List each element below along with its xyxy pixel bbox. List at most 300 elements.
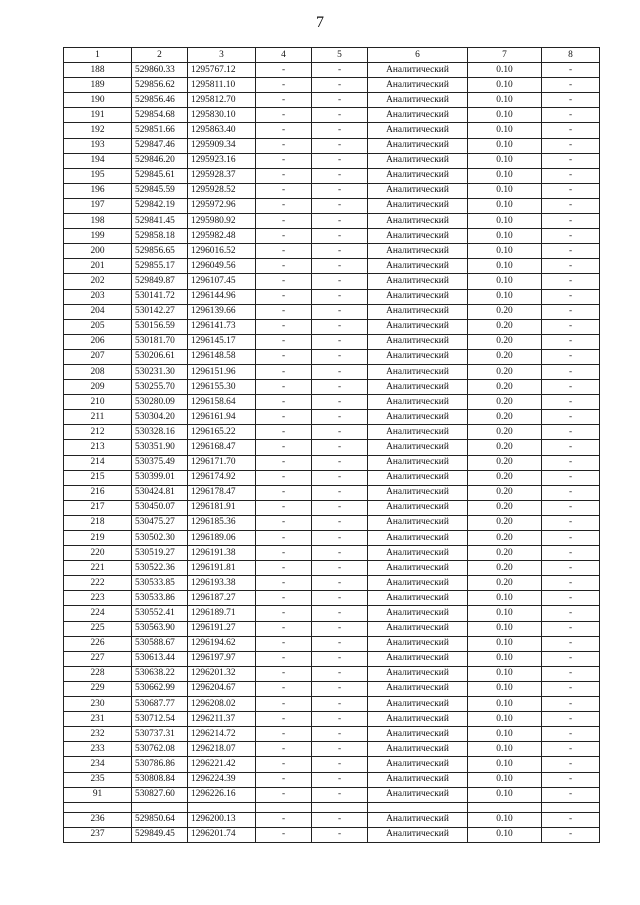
- table-cell: -: [256, 153, 312, 168]
- table-cell: 0.20: [468, 531, 542, 546]
- table-cell: 529850.64: [132, 812, 188, 827]
- table-cell: 0.10: [468, 168, 542, 183]
- table-cell: -: [542, 78, 600, 93]
- table-cell: -: [256, 78, 312, 93]
- table-cell: 530737.31: [132, 727, 188, 742]
- table-cell: 1295767.12: [188, 63, 256, 78]
- table-cell: 530328.16: [132, 425, 188, 440]
- table-cell: 530450.07: [132, 500, 188, 515]
- table-cell: -: [256, 681, 312, 696]
- table-cell: 0.10: [468, 214, 542, 229]
- table-cell: Аналитический: [368, 274, 468, 289]
- table-cell: -: [542, 666, 600, 681]
- table-cell: -: [542, 304, 600, 319]
- table-cell: -: [542, 229, 600, 244]
- table-cell: Аналитический: [368, 364, 468, 379]
- table-cell: 529855.17: [132, 259, 188, 274]
- table-cell: -: [542, 827, 600, 842]
- table-row: [64, 319, 600, 334]
- table-cell: 0.10: [468, 712, 542, 727]
- table-cell: 0.20: [468, 395, 542, 410]
- table-cell: -: [312, 364, 368, 379]
- table-row: [64, 108, 600, 123]
- table-cell: 208: [64, 364, 132, 379]
- table-cell: 233: [64, 742, 132, 757]
- table-cell: -: [312, 470, 368, 485]
- table-row: [64, 666, 600, 681]
- table-cell: Аналитический: [368, 576, 468, 591]
- column-header: 2: [132, 48, 188, 63]
- table-row: [64, 259, 600, 274]
- table-cell: 530280.09: [132, 395, 188, 410]
- table-cell: -: [542, 681, 600, 696]
- table-cell: Аналитический: [368, 153, 468, 168]
- table-cell: -: [256, 183, 312, 198]
- table-cell: Аналитический: [368, 500, 468, 515]
- table-cell: 1296208.02: [188, 697, 256, 712]
- table-cell: -: [312, 742, 368, 757]
- table-cell: 0.10: [468, 93, 542, 108]
- table-cell: 1296161.94: [188, 410, 256, 425]
- table-cell: -: [312, 259, 368, 274]
- table-cell: Аналитический: [368, 123, 468, 138]
- table-cell: -: [256, 757, 312, 772]
- table-cell: 0.10: [468, 772, 542, 787]
- table-cell: 1296187.27: [188, 591, 256, 606]
- table-row: [64, 183, 600, 198]
- table-row: [64, 561, 600, 576]
- table-cell: -: [312, 757, 368, 772]
- table-cell: 207: [64, 349, 132, 364]
- table-cell: -: [542, 636, 600, 651]
- table-cell: 237: [64, 827, 132, 842]
- table-cell: 215: [64, 470, 132, 485]
- table-cell: 0.10: [468, 153, 542, 168]
- table-cell: 194: [64, 153, 132, 168]
- table-cell: Аналитический: [368, 289, 468, 304]
- table-cell: -: [542, 319, 600, 334]
- table-cell: 1296193.38: [188, 576, 256, 591]
- table-cell: 201: [64, 259, 132, 274]
- table-row: [64, 63, 600, 78]
- table-cell: 0.20: [468, 576, 542, 591]
- table-cell: 1296144.96: [188, 289, 256, 304]
- table-cell: 0.10: [468, 681, 542, 696]
- table-cell: 0.20: [468, 561, 542, 576]
- table-cell: Аналитический: [368, 812, 468, 827]
- table-cell: 0.10: [468, 244, 542, 259]
- table-cell: -: [312, 606, 368, 621]
- table-cell: -: [256, 576, 312, 591]
- table-cell: -: [542, 561, 600, 576]
- table-cell: Аналитический: [368, 63, 468, 78]
- table-cell: -: [256, 712, 312, 727]
- table-cell: -: [256, 787, 312, 802]
- table-cell: 529842.19: [132, 198, 188, 213]
- column-header: 8: [542, 48, 600, 63]
- table-cell: -: [256, 259, 312, 274]
- table-cell: 530399.01: [132, 470, 188, 485]
- table-cell: -: [256, 274, 312, 289]
- table-cell: 1296201.74: [188, 827, 256, 842]
- table-cell: 0.10: [468, 108, 542, 123]
- table-cell: -: [256, 500, 312, 515]
- table-cell: Аналитический: [368, 531, 468, 546]
- table-cell: -: [542, 455, 600, 470]
- table-cell: 1295928.52: [188, 183, 256, 198]
- table-cell: 1295980.92: [188, 214, 256, 229]
- table-cell: 529854.68: [132, 108, 188, 123]
- table-cell: 1295830.10: [188, 108, 256, 123]
- table-cell: -: [312, 198, 368, 213]
- table-cell: Аналитический: [368, 712, 468, 727]
- table-cell: 217: [64, 500, 132, 515]
- table-cell: 1296189.71: [188, 606, 256, 621]
- table-row: [64, 229, 600, 244]
- table-cell: 1296107.45: [188, 274, 256, 289]
- table-cell: -: [312, 63, 368, 78]
- table-row: [64, 681, 600, 696]
- table-row: [64, 244, 600, 259]
- table-cell: -: [256, 827, 312, 842]
- table-cell: 1296148.58: [188, 349, 256, 364]
- table-cell: 0.20: [468, 546, 542, 561]
- table-row: [64, 727, 600, 742]
- table-cell: -: [256, 666, 312, 681]
- table-row: [64, 214, 600, 229]
- table-row: [64, 274, 600, 289]
- table-cell: 1295928.37: [188, 168, 256, 183]
- table-cell: 529858.18: [132, 229, 188, 244]
- table-cell: -: [312, 395, 368, 410]
- coordinates-table: [63, 47, 600, 843]
- table-cell: -: [312, 485, 368, 500]
- table-cell: -: [256, 93, 312, 108]
- table-cell: 0.10: [468, 198, 542, 213]
- table-row: [64, 531, 600, 546]
- table-cell: -: [542, 123, 600, 138]
- table-cell: 1296174.92: [188, 470, 256, 485]
- table-cell: -: [542, 651, 600, 666]
- table-cell: Аналитический: [368, 827, 468, 842]
- table-cell: -: [542, 812, 600, 827]
- table-cell: -: [256, 455, 312, 470]
- table-row: [64, 93, 600, 108]
- table-cell: Аналитический: [368, 425, 468, 440]
- table-cell: 0.10: [468, 274, 542, 289]
- table-row: [64, 606, 600, 621]
- table-cell: 1295812.70: [188, 93, 256, 108]
- column-header: 4: [256, 48, 312, 63]
- table-cell: -: [256, 546, 312, 561]
- table-cell: 1296171.70: [188, 455, 256, 470]
- table-cell: 0.20: [468, 349, 542, 364]
- table-cell: 0.10: [468, 787, 542, 802]
- table-row: [64, 153, 600, 168]
- table-cell: 192: [64, 123, 132, 138]
- table-cell: -: [312, 183, 368, 198]
- table-cell: 235: [64, 772, 132, 787]
- table-cell: 530588.67: [132, 636, 188, 651]
- table-cell: Аналитический: [368, 440, 468, 455]
- table-row: [64, 515, 600, 530]
- table-cell: 236: [64, 812, 132, 827]
- table-cell: 0.20: [468, 334, 542, 349]
- table-cell: -: [312, 78, 368, 93]
- table-row: [64, 410, 600, 425]
- table-row: [64, 198, 600, 213]
- table-cell: -: [542, 606, 600, 621]
- table-cell: -: [256, 410, 312, 425]
- table-cell: 530351.90: [132, 440, 188, 455]
- table-row: [64, 395, 600, 410]
- table-cell: 195: [64, 168, 132, 183]
- table-cell: 1296168.47: [188, 440, 256, 455]
- table-cell: Аналитический: [368, 666, 468, 681]
- table-cell: 1296226.16: [188, 787, 256, 802]
- table-cell: [368, 802, 468, 812]
- table-cell: Аналитический: [368, 78, 468, 93]
- table-cell: Аналитический: [368, 621, 468, 636]
- table-row: [64, 470, 600, 485]
- table-cell: 205: [64, 319, 132, 334]
- table-cell: -: [312, 214, 368, 229]
- table-cell: -: [542, 470, 600, 485]
- table-cell: 1296197.97: [188, 651, 256, 666]
- table-cell: 0.10: [468, 621, 542, 636]
- table-cell: 530424.81: [132, 485, 188, 500]
- table-row: [64, 827, 600, 842]
- table-cell: -: [312, 440, 368, 455]
- table-cell: 530304.20: [132, 410, 188, 425]
- table-cell: 1296181.91: [188, 500, 256, 515]
- table-cell: 212: [64, 425, 132, 440]
- table-cell: Аналитический: [368, 410, 468, 425]
- table-cell: -: [312, 274, 368, 289]
- table-cell: 1295811.10: [188, 78, 256, 93]
- table-cell: Аналитический: [368, 470, 468, 485]
- table-cell: Аналитический: [368, 349, 468, 364]
- table-cell: 1296189.06: [188, 531, 256, 546]
- table-cell: -: [312, 651, 368, 666]
- table-cell: -: [542, 772, 600, 787]
- table-cell: 1296218.07: [188, 742, 256, 757]
- table-cell: Аналитический: [368, 772, 468, 787]
- table-cell: Аналитический: [368, 138, 468, 153]
- table-cell: 529856.46: [132, 93, 188, 108]
- table-cell: Аналитический: [368, 380, 468, 395]
- table-cell: -: [256, 395, 312, 410]
- table-row: [64, 772, 600, 787]
- table-cell: 189: [64, 78, 132, 93]
- table-cell: -: [312, 515, 368, 530]
- table-cell: 1296211.37: [188, 712, 256, 727]
- table-cell: -: [256, 485, 312, 500]
- table-cell: -: [256, 380, 312, 395]
- table-cell: 1296151.96: [188, 364, 256, 379]
- table-cell: -: [542, 153, 600, 168]
- table-cell: 529847.46: [132, 138, 188, 153]
- table-cell: Аналитический: [368, 546, 468, 561]
- table-cell: -: [312, 812, 368, 827]
- table-cell: 200: [64, 244, 132, 259]
- table-cell: -: [542, 500, 600, 515]
- table-cell: 218: [64, 515, 132, 530]
- table-cell: -: [256, 304, 312, 319]
- table-cell: 1296139.66: [188, 304, 256, 319]
- table-cell: -: [312, 455, 368, 470]
- table-cell: 530142.27: [132, 304, 188, 319]
- table-cell: -: [256, 319, 312, 334]
- table-cell: 0.20: [468, 500, 542, 515]
- header-row: [64, 48, 600, 63]
- table-cell: 0.10: [468, 727, 542, 742]
- table-cell: 188: [64, 63, 132, 78]
- table-cell: Аналитический: [368, 168, 468, 183]
- table-cell: 530762.08: [132, 742, 188, 757]
- table-row: [64, 697, 600, 712]
- table-cell: 227: [64, 651, 132, 666]
- table-cell: -: [542, 380, 600, 395]
- table-cell: 529851.66: [132, 123, 188, 138]
- table-cell: -: [312, 712, 368, 727]
- table-cell: Аналитический: [368, 229, 468, 244]
- table-cell: 529845.61: [132, 168, 188, 183]
- table-cell: 1296194.62: [188, 636, 256, 651]
- table-cell: Аналитический: [368, 183, 468, 198]
- table-cell: -: [256, 214, 312, 229]
- table-cell: 209: [64, 380, 132, 395]
- table-cell: -: [542, 395, 600, 410]
- table-cell: -: [542, 485, 600, 500]
- table-cell: 199: [64, 229, 132, 244]
- table-cell: -: [542, 712, 600, 727]
- table-cell: 0.10: [468, 812, 542, 827]
- table-cell: -: [312, 425, 368, 440]
- table-cell: 219: [64, 531, 132, 546]
- table-cell: 0.10: [468, 697, 542, 712]
- table-cell: 1296201.32: [188, 666, 256, 681]
- table-row: [64, 812, 600, 827]
- table-cell: 204: [64, 304, 132, 319]
- table-row: [64, 757, 600, 772]
- table-cell: 1296158.64: [188, 395, 256, 410]
- table-row: [64, 485, 600, 500]
- table-cell: 529841.45: [132, 214, 188, 229]
- table-cell: 1296221.42: [188, 757, 256, 772]
- table-cell: Аналитический: [368, 93, 468, 108]
- table-row: [64, 621, 600, 636]
- table-cell: -: [256, 772, 312, 787]
- table-row: [64, 546, 600, 561]
- table-cell: -: [312, 561, 368, 576]
- table-cell: 530181.70: [132, 334, 188, 349]
- table-cell: 230: [64, 697, 132, 712]
- table-cell: 529845.59: [132, 183, 188, 198]
- table-cell: 1296155.30: [188, 380, 256, 395]
- table-row: [64, 138, 600, 153]
- table-cell: -: [312, 666, 368, 681]
- table-cell: Аналитический: [368, 108, 468, 123]
- table-cell: 530231.30: [132, 364, 188, 379]
- table-cell: 0.10: [468, 259, 542, 274]
- table-cell: 91: [64, 787, 132, 802]
- table-cell: 1296191.38: [188, 546, 256, 561]
- table-cell: 1295863.40: [188, 123, 256, 138]
- table-cell: -: [312, 289, 368, 304]
- table-cell: 1296214.72: [188, 727, 256, 742]
- table-cell: -: [312, 380, 368, 395]
- table-row: [64, 576, 600, 591]
- table-cell: 234: [64, 757, 132, 772]
- table-cell: Аналитический: [368, 334, 468, 349]
- table-row: [64, 168, 600, 183]
- table-row: [64, 455, 600, 470]
- table-cell: 1296145.17: [188, 334, 256, 349]
- table-cell: 1296191.27: [188, 621, 256, 636]
- table-cell: Аналитический: [368, 515, 468, 530]
- table-row: [64, 425, 600, 440]
- table-cell: -: [256, 561, 312, 576]
- table-cell: -: [312, 123, 368, 138]
- table-cell: -: [312, 500, 368, 515]
- table-cell: 530475.27: [132, 515, 188, 530]
- table-cell: 1296141.73: [188, 319, 256, 334]
- table-cell: 196: [64, 183, 132, 198]
- table-cell: 530638.22: [132, 666, 188, 681]
- table-row: [64, 712, 600, 727]
- table-cell: 530156.59: [132, 319, 188, 334]
- table-cell: -: [256, 591, 312, 606]
- table-cell: 530563.90: [132, 621, 188, 636]
- table-cell: 221: [64, 561, 132, 576]
- table-cell: 530786.86: [132, 757, 188, 772]
- table-cell: [256, 802, 312, 812]
- table-cell: 530662.99: [132, 681, 188, 696]
- table-cell: -: [256, 244, 312, 259]
- table-cell: Аналитический: [368, 727, 468, 742]
- table-cell: -: [256, 138, 312, 153]
- table-cell: 231: [64, 712, 132, 727]
- table-cell: Аналитический: [368, 244, 468, 259]
- table-cell: -: [312, 772, 368, 787]
- table-cell: 211: [64, 410, 132, 425]
- table-row: [64, 78, 600, 93]
- table-cell: Аналитический: [368, 561, 468, 576]
- table-cell: -: [256, 515, 312, 530]
- table-cell: -: [312, 138, 368, 153]
- table-cell: 0.10: [468, 183, 542, 198]
- table-cell: 197: [64, 198, 132, 213]
- table-cell: -: [542, 289, 600, 304]
- table-cell: Аналитический: [368, 304, 468, 319]
- table-row: [64, 500, 600, 515]
- table-cell: -: [542, 183, 600, 198]
- table-cell: 213: [64, 440, 132, 455]
- table-cell: 0.10: [468, 123, 542, 138]
- table-cell: 1296191.81: [188, 561, 256, 576]
- table-cell: [468, 802, 542, 812]
- table-cell: 530533.85: [132, 576, 188, 591]
- table-cell: -: [542, 168, 600, 183]
- table-cell: -: [542, 440, 600, 455]
- table-cell: 0.20: [468, 380, 542, 395]
- table-cell: Аналитический: [368, 757, 468, 772]
- table-cell: Аналитический: [368, 259, 468, 274]
- table-cell: -: [542, 787, 600, 802]
- table-cell: -: [312, 591, 368, 606]
- table-cell: 530522.36: [132, 561, 188, 576]
